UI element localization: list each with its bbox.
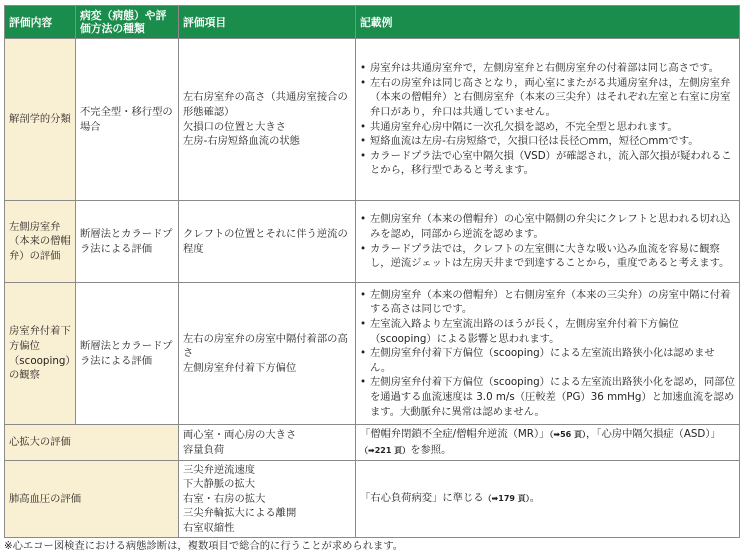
item: 右室・右房の拡大: [183, 492, 266, 505]
item: 容量負荷: [183, 443, 225, 456]
item: 両心室・両心房の大きさ: [183, 428, 297, 441]
item: クレフトの位置とそれに伴う逆流の程度: [183, 227, 348, 255]
row-items: [179, 39, 356, 201]
row-examples: [356, 425, 740, 461]
row-content: 左側房室弁（本来の僧帽弁）の評価: [5, 201, 76, 283]
header-content: 評価内容: [5, 6, 76, 39]
item: 左側房室弁付着下方偏位: [183, 361, 297, 374]
row-items: [179, 201, 356, 283]
item: 欠損口の位置と大きさ: [183, 120, 286, 133]
page-ref: （➡179 頁）: [483, 494, 530, 504]
example: • 左側房室弁（本来の僧帽弁）と右側房室弁（本来の三尖弁）の房室中隔に付着する高さは同じです。: [360, 288, 735, 317]
example: • 左側房室弁付着下方偏位（scooping）による左室流出路狭小化を認め，同部位を通過する血流速度は 3.0 m/s（圧較差（PG）36 mmHg）と加速血流を認めます。大動脈弁に異常は認めません。: [360, 375, 735, 419]
item: 左右の房室弁の房室中隔付着部の高さ: [183, 332, 348, 360]
table-row: [5, 201, 740, 283]
example: • 共通房室弁心房中隔に一次孔欠損を認め，不完全型と思われます。: [360, 120, 735, 135]
item: 下大静脈の拡大: [183, 478, 256, 491]
row-content: 解剖学的分類: [5, 39, 76, 201]
example: • 房室弁は共通房室弁で，左側房室弁と右側房室弁の付着部は同じ高さです。: [360, 61, 735, 76]
evaluation-table: [4, 5, 740, 538]
row-content: 心拡大の評価: [5, 425, 179, 461]
row-content: 肺高血圧の評価: [5, 461, 179, 538]
example-text: ，「心房中隔欠損症（ASD）」: [586, 427, 721, 440]
table-row: [5, 39, 740, 201]
example-text: 。: [529, 492, 541, 505]
item: 左房-右房短絡血流の状態: [183, 135, 300, 148]
row-examples: [356, 39, 740, 201]
item: 三尖弁逆流速度: [183, 463, 256, 476]
example: • 左右の房室弁は同じ高さとなり，両心室にまたがる共通房室弁は，左側房室弁（本来の僧帽弁）と右側房室弁（本来の三尖弁）はそれぞれ左室と右室に房室弁口があり，弁口は共通していません。: [360, 76, 735, 120]
example: • 左側房室弁付着下方偏位（scooping）による左室流出路狭小化は認めません。: [360, 346, 735, 375]
row-items: [179, 283, 356, 425]
example: • 左室流入路より左室流出路のほうが長く，左側房室弁付着下方偏位（scooping）による影響と思われます。: [360, 317, 735, 346]
page-ref: （➡221 頁）: [360, 445, 411, 455]
header-items: 評価項目: [179, 6, 356, 39]
row-method: 不完全型・移行型の場合: [76, 39, 179, 201]
table-row: [5, 283, 740, 425]
row-method: 断層法とカラードプラ法による評価: [76, 283, 179, 425]
example-text: 「右心負荷病変」に準じる: [360, 492, 484, 505]
header-row: [5, 6, 740, 39]
example: • カラードプラ法で心室中隔欠損（VSD）が確認され，流入部欠損が疑われることから，移行型であると考えます。: [360, 149, 735, 178]
example-text: 「僧帽弁閉鎖不全症/僧帽弁逆流（MR）」: [360, 427, 550, 440]
table-row: [5, 425, 740, 461]
example: • 左側房室弁（本来の僧帽弁）の心室中隔側の弁尖にクレフトと思われる切れ込みを認め，同部から逆流を認めます。: [360, 212, 735, 241]
row-content: 房室弁付着下方偏位（scooping）の観察: [5, 283, 76, 425]
example-text: を参照。: [410, 443, 452, 456]
table-row: [5, 461, 740, 538]
item: 右室収縮性: [183, 521, 235, 534]
row-examples: [356, 283, 740, 425]
row-items: [179, 425, 356, 461]
item: 左右房室弁の高さ（共通房室接合の形態確認）: [183, 91, 348, 118]
page-ref: （➡56 頁）: [549, 429, 587, 439]
header-method: 病変（病態）や評価方法の種類: [76, 6, 179, 39]
row-examples: [356, 201, 740, 283]
footnote: ※心エコー図検査における病態診断は，複数項目で総合的に行うことが求められます。: [4, 540, 404, 552]
row-examples: [356, 461, 740, 538]
row-method: 断層法とカラードプラ法による評価: [76, 201, 179, 283]
example: • 短絡血流は左房-右房短絡で，欠損口径は長径○mm，短径○mmです。: [360, 134, 735, 149]
header-examples: 記載例: [356, 6, 740, 39]
item: 三尖弁輪拡大による離開: [183, 507, 297, 520]
example: • カラードプラ法では，クレフトの左室側に大きな吸い込み血流を容易に観察し，逆流ジェットは左房天井まで到達することから，重度であると考えます。: [360, 242, 735, 271]
row-items: [179, 461, 356, 538]
